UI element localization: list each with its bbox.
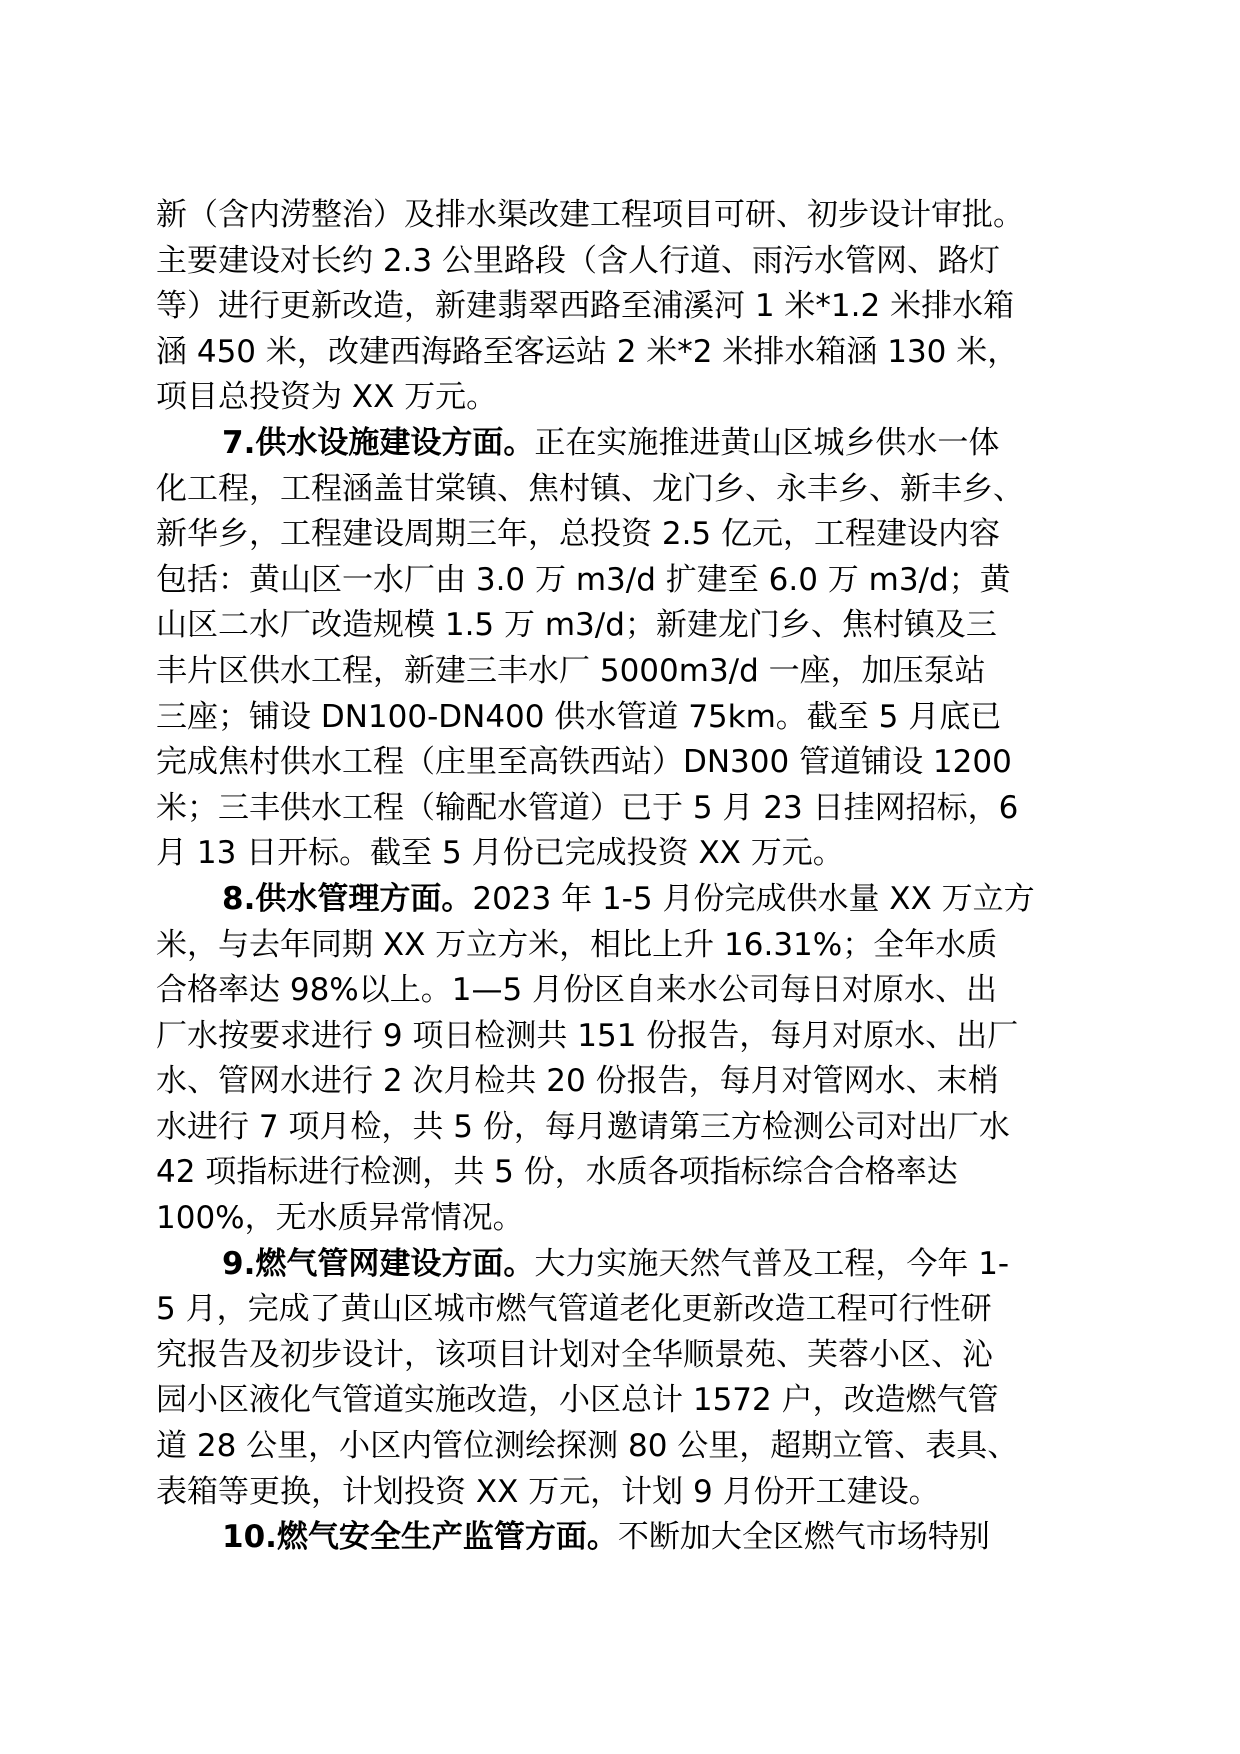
text-line: 项目总投资为 XX 万元。 xyxy=(156,379,498,416)
paragraph-first-line xyxy=(156,421,1086,467)
text-line: 5 月，完成了黄山区城市燃气管道老化更新改造工程可行性研 xyxy=(156,1291,992,1328)
text-line: 米；三丰供水工程（输配水管道）已于 5 月 23 日挂网招标，6 xyxy=(156,789,1019,826)
text-line: 42 项指标进行检测，共 5 份，水质各项指标综合合格率达 xyxy=(156,1154,958,1191)
text-line: 三座；铺设 DN100-DN400 供水管道 75km。截至 5 月底已 xyxy=(156,698,1002,735)
text-line: 丰片区供水工程，新建三丰水厂 5000m3/d 一座，加压泵站 xyxy=(156,652,986,689)
text-line: 厂水按要求进行 9 项日检测共 151 份报告，每月对原水、出厂 xyxy=(156,1017,1019,1054)
text-line: 涵 450 米，改建西海路至客运站 2 米*2 米排水箱涵 130 米， xyxy=(156,333,1019,370)
text-run: 2023 年 1-5 月份完成供水量 XX 万立方 xyxy=(472,880,1035,917)
text-line: 道 28 公里，小区内管位测绘探测 80 公里，超期立管、表具、 xyxy=(156,1428,1019,1465)
text-run: 正在实施推进黄山区城乡供水一体 xyxy=(534,424,1000,461)
text-line: 化工程，工程涵盖甘棠镇、焦村镇、龙门乡、永丰乡、新丰乡、 xyxy=(156,470,1024,507)
text-line: 月 13 日开标。截至 5 月份已完成投资 XX 万元。 xyxy=(156,835,844,872)
section-heading: 7.供水设施建设方面。 xyxy=(222,424,535,461)
section-heading: 9.燃气管网建设方面。 xyxy=(222,1245,535,1282)
text-line: 等）进行更新改造，新建翡翠西路至浦溪河 1 米*1.2 米排水箱 xyxy=(156,288,1015,325)
text-line: 水进行 7 项月检，共 5 份，每月邀请第三方检测公司对出厂水 xyxy=(156,1108,1010,1145)
text-line: 100%，无水质异常情况。 xyxy=(156,1200,524,1237)
text-line: 新华乡，工程建设周期三年，总投资 2.5 亿元，工程建设内容 xyxy=(156,516,1001,553)
section-heading: 10.燃气安全生产监管方面。 xyxy=(222,1519,618,1556)
text-line: 完成焦村供水工程（庄里至高铁西站）DN300 管道铺设 1200 xyxy=(156,744,1012,781)
text-line: 究报告及初步设计，该项目计划对全华顺景苑、芙蓉小区、沁 xyxy=(156,1336,993,1373)
text-line: 主要建设对长约 2.3 公里路段（含人行道、雨污水管网、路灯 xyxy=(156,242,1001,279)
paragraph-first-line xyxy=(156,1515,1086,1561)
document-body xyxy=(156,193,1086,1561)
paragraph-first-line xyxy=(156,877,1086,923)
text-run: 大力实施天然气普及工程，今年 1- xyxy=(534,1245,1010,1282)
text-run: 不断加大全区燃气市场特别 xyxy=(617,1519,990,1556)
section-heading: 8.供水管理方面。 xyxy=(222,880,473,917)
text-line: 包括：黄山区一水厂由 3.0 万 m3/d 扩建至 6.0 万 m3/d；黄 xyxy=(156,561,1011,598)
text-line: 水、管网水进行 2 次月检共 20 份报告，每月对管网水、末梢 xyxy=(156,1063,999,1100)
paragraph-first-line xyxy=(156,1242,1086,1288)
text-line: 山区二水厂改造规模 1.5 万 m3/d；新建龙门乡、焦村镇及三 xyxy=(156,607,997,644)
text-line: 表箱等更换，计划投资 XX 万元，计划 9 月份开工建设。 xyxy=(156,1473,940,1510)
text-line: 园小区液化气管道实施改造，小区总计 1572 户，改造燃气管 xyxy=(156,1382,999,1419)
text-line: 米，与去年同期 XX 万立方米，相比上升 16.31%；全年水质 xyxy=(156,926,998,963)
text-line: 新（含内涝整治）及排水渠改建工程项目可研、初步设计审批。 xyxy=(156,197,1024,233)
text-line: 合格率达 98%以上。1—5 月份区自来水公司每日对原水、出 xyxy=(156,972,998,1009)
